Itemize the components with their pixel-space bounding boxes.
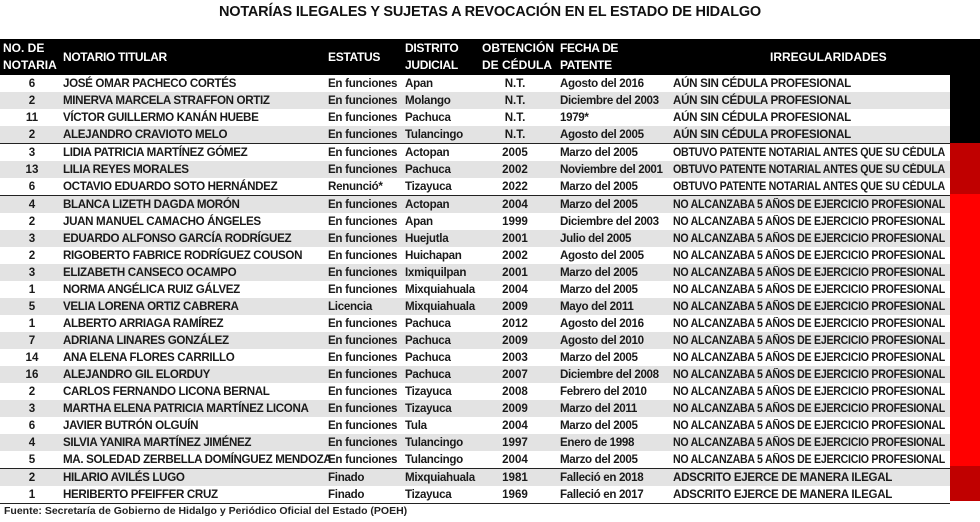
notary-status: En funciones (328, 419, 398, 432)
table-row (0, 213, 950, 230)
cedula-obtained: 2007 (502, 368, 528, 381)
irregularity-cell (673, 451, 945, 468)
irregularity-cell (673, 126, 945, 143)
irregularity-cell (673, 178, 945, 195)
irregularity-cell (673, 400, 945, 417)
page-title: NOTARÍAS ILEGALES Y SUJETAS A REVOCACIÓN EN EL ESTADO DE HIDALGO (218, 4, 762, 20)
cedula-obtained: 1969 (502, 488, 528, 501)
judicial-district: Huichapan (405, 249, 462, 262)
irregularity-cell (673, 486, 945, 503)
cedula-obtained: 2001 (502, 266, 528, 279)
notary-name: VÍCTOR GUILLERMO KANÁN HUEBE (63, 111, 259, 124)
irregularity-cell (673, 75, 945, 92)
notary-number: 13 (25, 163, 39, 176)
irregularity: AÚN SIN CÉDULA PROFESIONAL (673, 94, 851, 107)
judicial-district: Pachuca (405, 317, 451, 330)
patent-date: Marzo del 2005 (560, 198, 638, 211)
notary-number: 3 (28, 146, 36, 159)
cedula-obtained: 2005 (502, 146, 528, 159)
table-row (0, 315, 950, 332)
cedula-obtained: N.T. (504, 94, 526, 107)
irregularity-cell (673, 196, 945, 213)
notary-name: MINERVA MARCELA STRAFFON ORTIZ (63, 94, 270, 107)
notary-name: ELIZABETH CANSECO OCAMPO (63, 266, 237, 279)
header-num-line1: NO. DE (3, 41, 45, 55)
irregularity: NO ALCANZABA 5 AÑOS DE EJERCICIO PROFESIONAL (673, 453, 946, 466)
notary-name: HILARIO AVILÉS LUGO (63, 471, 185, 484)
patent-date: Marzo del 2005 (560, 146, 638, 159)
patent-date: Agosto del 2005 (560, 249, 644, 262)
patent-date: Noviembre del 2001 (560, 163, 663, 176)
header-fecha-line2: PATENTE (560, 58, 612, 72)
notary-name: MARTHA ELENA PATRICIA MARTÍNEZ LICONA (63, 402, 309, 415)
notary-number: 3 (28, 232, 36, 245)
notary-status: En funciones (328, 198, 398, 211)
notary-name: ADRIANA LINARES GONZÁLEZ (63, 334, 229, 347)
irregularity-cell (673, 161, 945, 178)
cedula-obtained: 2009 (502, 300, 528, 313)
notary-status: En funciones (328, 111, 398, 124)
irregularity: NO ALCANZABA 5 AÑOS DE EJERCICIO PROFESIONAL (673, 334, 946, 347)
header-obtencion-line1: OBTENCIÓN (482, 41, 554, 55)
notary-number: 5 (28, 300, 36, 313)
notary-number: 1 (28, 283, 36, 296)
header-district-line2: JUDICIAL (405, 58, 458, 72)
table-row (0, 161, 950, 178)
judicial-district: Huejutla (405, 232, 449, 245)
table-row (0, 332, 950, 349)
cedula-obtained: 2002 (502, 163, 528, 176)
irregularity: NO ALCANZABA 5 AÑOS DE EJERCICIO PROFESIONAL (673, 351, 946, 364)
header-obtencion-line2: DE CÉDULA (482, 58, 553, 72)
notary-status: En funciones (328, 317, 398, 330)
notary-name: ALEJANDRO CRAVIOTO MELO (63, 128, 228, 141)
irregularity: NO ALCANZABA 5 AÑOS DE EJERCICIO PROFESIONAL (673, 317, 946, 330)
notary-number: 2 (28, 385, 36, 398)
notary-status: En funciones (328, 94, 398, 107)
patent-date: Marzo del 2005 (560, 453, 638, 466)
patent-date: Falleció en 2017 (560, 488, 644, 501)
irregularity: ADSCRITO EJERCE DE MANERA ILEGAL (673, 471, 893, 484)
notary-status: En funciones (328, 334, 398, 347)
patent-date: Julio del 2005 (560, 232, 632, 245)
cedula-obtained: 2004 (502, 198, 528, 211)
group-color-stripe (950, 466, 980, 501)
header-district (405, 40, 458, 74)
cedula-obtained: 2003 (502, 351, 528, 364)
notary-name: EDUARDO ALFONSO GARCÍA RODRÍGUEZ (63, 232, 292, 245)
header-num (3, 40, 57, 74)
table-row (0, 400, 950, 417)
cedula-obtained: 2002 (502, 249, 528, 262)
patent-date: Marzo del 2005 (560, 266, 638, 279)
notary-name: ALEJANDRO GIL ELORDUY (63, 368, 211, 381)
cedula-obtained: 2009 (502, 402, 528, 415)
notary-name: LIDIA PATRICIA MARTÍNEZ GÓMEZ (63, 146, 248, 159)
judicial-district: Tizayuca (405, 402, 452, 415)
irregularity: NO ALCANZABA 5 AÑOS DE EJERCICIO PROFESIONAL (673, 266, 946, 279)
judicial-district: Molango (405, 94, 451, 107)
table-row (0, 247, 950, 264)
notary-status: En funciones (328, 368, 398, 381)
cedula-obtained: 2012 (502, 317, 528, 330)
table-row (0, 434, 950, 451)
judicial-district: Pachuca (405, 351, 451, 364)
notary-number: 1 (28, 317, 36, 330)
cedula-obtained: 2022 (502, 180, 528, 193)
notary-number: 11 (25, 111, 39, 124)
notary-status: En funciones (328, 77, 398, 90)
header-fecha-line1: FECHA DE (560, 41, 619, 55)
judicial-district: Apan (405, 215, 433, 228)
judicial-district: Tizayuca (405, 385, 452, 398)
irregularity-cell (673, 298, 945, 315)
table-row (0, 230, 950, 247)
patent-date: Marzo del 2011 (560, 402, 637, 415)
patent-date: Marzo del 2005 (560, 351, 638, 364)
patent-date: Agosto del 2005 (560, 128, 644, 141)
judicial-district: Pachuca (405, 111, 451, 124)
patent-date: 1979* (560, 111, 589, 124)
irregularity-cell (673, 417, 945, 434)
notary-status: Finado (328, 488, 365, 501)
notary-status: En funciones (328, 232, 398, 245)
header-obtencion (482, 40, 554, 74)
table-row (0, 417, 950, 434)
irregularity: AÚN SIN CÉDULA PROFESIONAL (673, 128, 851, 141)
patent-date: Diciembre del 2008 (560, 368, 659, 381)
cedula-obtained: N.T. (504, 77, 526, 90)
notary-name: OCTAVIO EDUARDO SOTO HERNÁNDEZ (63, 180, 278, 193)
patent-date: Marzo del 2005 (560, 180, 638, 193)
cedula-obtained: 2004 (502, 283, 528, 296)
notary-number: 16 (25, 368, 39, 381)
table-row (0, 109, 950, 126)
irregularity: AÚN SIN CÉDULA PROFESIONAL (673, 111, 851, 124)
judicial-district: Tulancingo (405, 453, 463, 466)
judicial-district: Tula (405, 419, 427, 432)
cedula-obtained: 2009 (502, 334, 528, 347)
group-color-stripe (950, 194, 980, 467)
header-num-line2: NOTARIA (3, 58, 57, 72)
notary-status: En funciones (328, 351, 398, 364)
irregularity: NO ALCANZABA 5 AÑOS DE EJERCICIO PROFESIONAL (673, 385, 946, 398)
notary-number: 4 (28, 436, 36, 449)
judicial-district: Actopan (405, 146, 450, 159)
source-note: Fuente: Secretaría de Gobierno de Hidalgo y Periódico Oficial del Estado (POEH) (4, 505, 408, 517)
notary-status: En funciones (328, 266, 398, 279)
notary-number: 6 (28, 419, 36, 432)
judicial-district: Apan (405, 77, 433, 90)
cedula-obtained: 2004 (502, 453, 528, 466)
irregularity: OBTUVO PATENTE NOTARIAL ANTES QUE SU CÉDULA (673, 146, 945, 159)
patent-date: Diciembre del 2003 (560, 215, 659, 228)
patent-date: Enero de 1998 (560, 436, 635, 449)
cedula-obtained: 1999 (502, 215, 528, 228)
notary-name: CARLOS FERNANDO LICONA BERNAL (63, 385, 270, 398)
cedula-obtained: 2004 (502, 419, 528, 432)
irregularity-cell (673, 264, 945, 281)
notary-status: En funciones (328, 283, 398, 296)
irregularity-cell (673, 109, 945, 126)
header-fecha (560, 40, 618, 74)
notary-status: En funciones (328, 146, 398, 159)
notary-status: En funciones (328, 385, 398, 398)
patent-date: Agosto del 2016 (560, 77, 644, 90)
irregularity-cell (673, 469, 945, 486)
judicial-district: Pachuca (405, 368, 451, 381)
notary-number: 5 (28, 453, 36, 466)
table-body (0, 75, 980, 504)
irregularity: NO ALCANZABA 5 AÑOS DE EJERCICIO PROFESIONAL (673, 232, 946, 245)
notary-status: En funciones (328, 453, 398, 466)
notary-number: 3 (28, 266, 36, 279)
irregularity: NO ALCANZABA 5 AÑOS DE EJERCICIO PROFESIONAL (673, 368, 946, 381)
table-row (0, 281, 950, 298)
irregularity-cell (673, 213, 945, 230)
judicial-district: Tulancingo (405, 128, 463, 141)
judicial-district: Tulancingo (405, 436, 463, 449)
notary-number: 2 (28, 94, 36, 107)
notary-number: 3 (28, 402, 36, 415)
notary-status: En funciones (328, 402, 398, 415)
notary-number: 14 (25, 351, 39, 364)
notary-status: En funciones (328, 436, 398, 449)
irregularity-cell (673, 247, 945, 264)
header-name: NOTARIO TITULAR (63, 50, 167, 64)
irregularity: OBTUVO PATENTE NOTARIAL ANTES QUE SU CÉDULA (673, 180, 945, 193)
irregularity-cell (673, 144, 945, 161)
notary-number: 2 (28, 215, 36, 228)
notary-number: 1 (28, 488, 36, 501)
irregularity: NO ALCANZABA 5 AÑOS DE EJERCICIO PROFESIONAL (673, 300, 946, 313)
irregularity-cell (673, 315, 945, 332)
notarias-table (0, 39, 980, 504)
cedula-obtained: N.T. (504, 128, 526, 141)
table-row (0, 451, 950, 468)
notary-name: HERIBERTO PFEIFFER CRUZ (63, 488, 218, 501)
notary-name: SILVIA YANIRA MARTÍNEZ JIMÉNEZ (63, 436, 252, 449)
table-row (0, 143, 950, 161)
irregularity: ADSCRITO EJERCE DE MANERA ILEGAL (673, 488, 893, 501)
irregularity: AÚN SIN CÉDULA PROFESIONAL (673, 77, 851, 90)
notary-name: JAVIER BUTRÓN OLGUÍN (63, 419, 199, 432)
group-color-stripe (950, 143, 980, 195)
table-row (0, 298, 950, 315)
header-district-line1: DISTRITO (405, 41, 459, 55)
table-row (0, 349, 950, 366)
notary-name: BLANCA LIZETH DAGDA MORÓN (63, 198, 240, 211)
table-row (0, 126, 950, 143)
notary-name: ANA ELENA FLORES CARRILLO (63, 351, 235, 364)
notary-name: MA. SOLEDAD ZERBELLA DOMÍNGUEZ MENDOZA (63, 453, 332, 466)
irregularity-cell (673, 349, 945, 366)
table-row (0, 486, 950, 504)
notary-status: Finado (328, 471, 365, 484)
notary-number: 6 (28, 180, 36, 193)
notary-number: 4 (28, 198, 36, 211)
table-row (0, 366, 950, 383)
cedula-obtained: 2001 (502, 232, 528, 245)
table-row (0, 178, 950, 195)
judicial-district: Tizayuca (405, 488, 452, 501)
notary-number: 2 (28, 128, 36, 141)
irregularity-cell (673, 332, 945, 349)
judicial-district: Actopan (405, 198, 450, 211)
irregularity-cell (673, 383, 945, 400)
patent-date: Diciembre del 2003 (560, 94, 659, 107)
cedula-obtained: N.T. (504, 111, 526, 124)
table-row (0, 468, 950, 486)
patent-date: Mayo del 2011 (560, 300, 634, 313)
cedula-obtained: 2008 (502, 385, 528, 398)
cedula-obtained: 1997 (502, 436, 528, 449)
judicial-district: Mixquiahuala (405, 300, 475, 313)
irregularity-cell (673, 92, 945, 109)
irregularity-cell (673, 230, 945, 247)
judicial-district: Mixquiahuala (405, 283, 475, 296)
notary-name: NORMA ANGÉLICA RUIZ GÁLVEZ (63, 283, 240, 296)
table-row (0, 383, 950, 400)
irregularity-cell (673, 366, 945, 383)
irregularity: NO ALCANZABA 5 AÑOS DE EJERCICIO PROFESIONAL (673, 436, 946, 449)
irregularity: NO ALCANZABA 5 AÑOS DE EJERCICIO PROFESIONAL (673, 419, 946, 432)
notary-number: 7 (28, 334, 36, 347)
judicial-district: Pachuca (405, 163, 451, 176)
header-irregularidades: IRREGULARIDADES (770, 50, 887, 64)
table-row (0, 264, 950, 281)
notary-name: JOSÉ OMAR PACHECO CORTÉS (63, 77, 237, 90)
irregularity: NO ALCANZABA 5 AÑOS DE EJERCICIO PROFESIONAL (673, 402, 946, 415)
notary-status: Renunció* (328, 180, 383, 193)
judicial-district: Pachuca (405, 334, 451, 347)
notary-name: VELIA LORENA ORTIZ CABRERA (63, 300, 239, 313)
irregularity-cell (673, 281, 945, 298)
notary-number: 6 (28, 77, 36, 90)
table-row (0, 92, 950, 109)
patent-date: Marzo del 2005 (560, 419, 638, 432)
irregularity: NO ALCANZABA 5 AÑOS DE EJERCICIO PROFESIONAL (673, 215, 946, 228)
table-row (0, 195, 950, 213)
irregularity: NO ALCANZABA 5 AÑOS DE EJERCICIO PROFESIONAL (673, 198, 946, 211)
notary-status: Licencia (328, 300, 372, 313)
notary-name: LILIA REYES MORALES (63, 163, 189, 176)
notary-name: RIGOBERTO FABRICE RODRÍGUEZ COUSON (63, 249, 303, 262)
irregularity: OBTUVO PATENTE NOTARIAL ANTES QUE SU CÉDULA (673, 163, 945, 176)
patent-date: Agosto del 2010 (560, 334, 644, 347)
group-color-stripe (950, 75, 980, 144)
judicial-district: Mixquiahuala (405, 471, 475, 484)
notary-number: 2 (28, 471, 36, 484)
table-row (0, 75, 950, 92)
notary-number: 2 (28, 249, 36, 262)
notary-status: En funciones (328, 215, 398, 228)
irregularity-cell (673, 434, 945, 451)
header-status: ESTATUS (328, 50, 381, 64)
patent-date: Falleció en 2018 (560, 471, 644, 484)
patent-date: Agosto del 2016 (560, 317, 644, 330)
notary-name: JUAN MANUEL CAMACHO ÁNGELES (63, 215, 261, 228)
notary-status: En funciones (328, 128, 398, 141)
patent-date: Marzo del 2005 (560, 283, 638, 296)
judicial-district: Ixmiquilpan (405, 266, 467, 279)
notary-status: En funciones (328, 163, 398, 176)
notary-status: En funciones (328, 249, 398, 262)
patent-date: Febrero del 2010 (560, 385, 647, 398)
notary-name: ALBERTO ARRIAGA RAMÍREZ (63, 317, 224, 330)
judicial-district: Tizayuca (405, 180, 452, 193)
irregularity: NO ALCANZABA 5 AÑOS DE EJERCICIO PROFESIONAL (673, 283, 946, 296)
cedula-obtained: 1981 (502, 471, 528, 484)
irregularity: NO ALCANZABA 5 AÑOS DE EJERCICIO PROFESIONAL (673, 249, 946, 262)
table-header (0, 39, 980, 75)
